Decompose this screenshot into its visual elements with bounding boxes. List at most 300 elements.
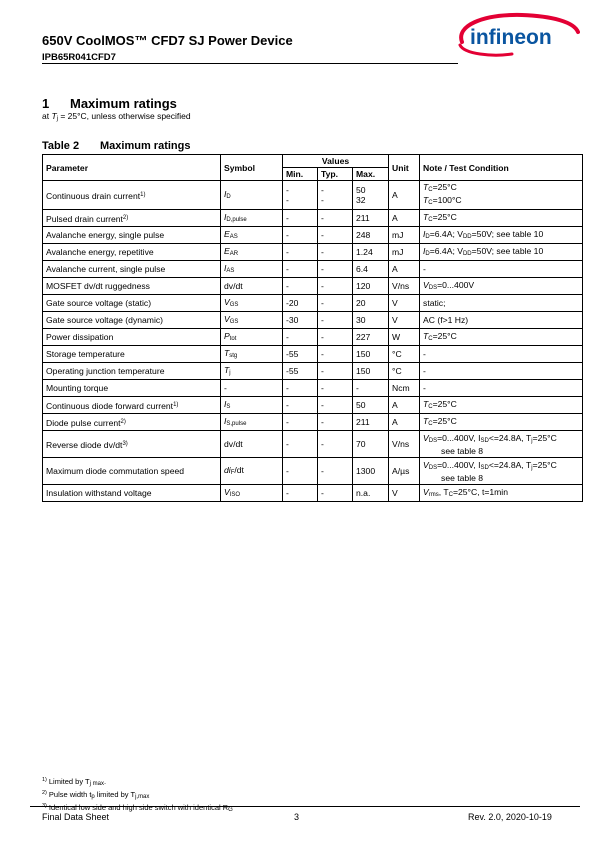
note-line: [423, 433, 579, 446]
typ-value: -: [321, 488, 324, 498]
note-text: =25°C: [532, 432, 557, 443]
cell-typ: [318, 485, 353, 502]
note-sub: SD: [480, 437, 489, 444]
parameter-text: Storage temperature: [46, 349, 125, 359]
note-var: V: [423, 486, 429, 497]
cell-note: [420, 363, 583, 380]
min-value: -: [286, 247, 289, 257]
unit-text: V: [392, 298, 398, 308]
min-value: -: [286, 383, 289, 393]
footnote-text: Pulse width t: [48, 790, 92, 799]
note-line: [423, 195, 579, 208]
min-value: -: [286, 488, 289, 498]
cell-min: [283, 278, 318, 295]
note-text: -: [423, 349, 426, 359]
parameter-text: Avalanche energy, repetitive: [46, 247, 154, 257]
symbol-sub: S: [226, 403, 231, 410]
cell-note: [420, 181, 583, 210]
note-line: [423, 399, 579, 412]
unit-text: A/µs: [392, 466, 410, 476]
cell-note: [420, 431, 583, 458]
footer-revision: Rev. 2.0, 2020-10-19: [468, 812, 552, 822]
note-var: T: [423, 195, 429, 205]
max-value: 227: [356, 332, 371, 342]
cell-symbol: [221, 295, 283, 312]
cell-note: [420, 414, 583, 431]
cell-unit: [389, 485, 420, 502]
parameter-text: Gate source voltage (static): [46, 298, 152, 308]
parameter-text: Avalanche current, single pulse: [46, 264, 166, 274]
cell-unit: [389, 244, 420, 261]
note-sub: C: [428, 420, 433, 427]
typ-value: -: [321, 281, 324, 291]
min-value: -55: [286, 366, 299, 376]
symbol-sub: F: [230, 469, 235, 476]
cell-symbol: [221, 397, 283, 414]
cell-min: [283, 210, 318, 227]
footnote-sub: j max: [89, 781, 104, 787]
cell-max: [353, 380, 389, 397]
min-value: -: [286, 417, 289, 427]
max-value: 50: [356, 400, 366, 410]
symbol-text: V: [224, 313, 230, 324]
col-header-values: Values: [283, 155, 389, 168]
parameter-text: Pulsed drain current: [46, 213, 123, 224]
cell-typ: [318, 346, 353, 363]
max-value: -: [356, 383, 359, 393]
unit-text: V: [392, 488, 398, 498]
max-value: 120: [356, 281, 371, 291]
unit-text: A: [392, 400, 398, 410]
cell-symbol: [221, 431, 283, 458]
cell-symbol: [221, 414, 283, 431]
note-text: =25°C: [432, 182, 457, 192]
cell-unit: [389, 295, 420, 312]
min-value: -: [286, 439, 289, 449]
cell-typ: [318, 278, 353, 295]
symbol-text: I: [224, 415, 227, 426]
note-var: I: [423, 245, 426, 256]
cell-unit: [389, 227, 420, 244]
symbol-text: E: [224, 228, 230, 239]
cell-min: [283, 346, 318, 363]
condition-var: T: [51, 111, 57, 121]
note-sub: D: [425, 250, 430, 257]
symbol-text: dv/dt: [224, 439, 243, 449]
table-number: Table 2: [42, 140, 80, 152]
cell-note: [420, 261, 583, 278]
cell-parameter: [43, 227, 221, 244]
parameter-text: Insulation withstand voltage: [46, 488, 152, 498]
cell-min: [283, 244, 318, 261]
typ-value: -: [321, 332, 324, 342]
cell-unit: [389, 181, 420, 210]
note-text: <=24.8A, T: [488, 432, 532, 443]
cell-min: [283, 181, 318, 210]
note-text: , T: [438, 486, 449, 497]
note-sub: DS: [428, 464, 438, 471]
note-line: [423, 280, 579, 293]
footnotes: [42, 776, 233, 815]
cell-parameter: [43, 346, 221, 363]
note-line: [423, 182, 579, 195]
infineon-logo: [452, 12, 580, 58]
symbol-text: V: [224, 296, 230, 307]
col-header-min: Min.: [283, 168, 318, 181]
note-sub: C: [448, 491, 453, 498]
unit-text: mJ: [392, 247, 404, 257]
table-row: [43, 380, 583, 397]
min-value: -55: [286, 349, 299, 359]
cell-max: [353, 210, 389, 227]
typ-value: -: [321, 366, 324, 376]
typ-value: -: [321, 417, 324, 427]
table-row: [43, 329, 583, 346]
cell-parameter: [43, 363, 221, 380]
symbol-sub: ISO: [229, 491, 241, 498]
note-line: see table 8: [441, 445, 484, 456]
note-sub: j: [531, 437, 533, 444]
unit-text: W: [392, 332, 401, 342]
note-var: T: [423, 330, 429, 341]
cell-symbol: [221, 210, 283, 227]
note-sub: rms: [428, 491, 439, 498]
footer-doc-type: Final Data Sheet: [42, 812, 110, 822]
cell-unit: [389, 380, 420, 397]
cell-note: [420, 227, 583, 244]
unit-text: A: [392, 264, 398, 274]
note-sub: DS: [428, 284, 438, 291]
typ-value: -: [321, 195, 324, 205]
min-value: -: [286, 281, 289, 291]
min-value: -: [286, 400, 289, 410]
note-var: V: [423, 279, 429, 290]
symbol-rest: /dt: [234, 464, 244, 475]
footnote-ref: 2): [120, 418, 126, 425]
note-text: -: [423, 383, 426, 393]
min-value: -: [286, 195, 289, 205]
footnote-ref: 3): [122, 440, 128, 447]
max-value: 150: [356, 366, 371, 376]
cell-parameter: [43, 210, 221, 227]
table-row: [43, 397, 583, 414]
symbol-sub: S,pulse: [226, 420, 247, 427]
cell-parameter: [43, 278, 221, 295]
footnote-ref: 1): [173, 401, 179, 408]
footnote-text: Limited by T: [48, 777, 90, 786]
cell-typ: [318, 414, 353, 431]
parameter-text: Gate source voltage (dynamic): [46, 315, 164, 325]
footnote-ref: 1): [140, 191, 146, 198]
cell-max: [353, 485, 389, 502]
cell-max: [353, 458, 389, 485]
header-divider: [42, 63, 458, 64]
typ-value: -: [321, 298, 324, 308]
cell-parameter: [43, 295, 221, 312]
symbol-text: dv/dt: [224, 281, 243, 291]
note-sub: j: [531, 464, 533, 471]
table-row: [43, 295, 583, 312]
parameter-text: Diode pulse current: [46, 417, 121, 428]
note-line: [423, 416, 579, 429]
unit-text: mJ: [392, 230, 404, 240]
min-value: -: [286, 264, 289, 274]
note-sub: C: [428, 403, 433, 410]
col-header-max: Max.: [353, 168, 389, 181]
typ-value: -: [321, 247, 324, 257]
cell-typ: [318, 312, 353, 329]
symbol-sub: j: [229, 369, 231, 376]
min-value: -: [286, 230, 289, 240]
cell-unit: [389, 414, 420, 431]
note-text: <=24.8A, T: [488, 459, 532, 470]
cell-typ: [318, 380, 353, 397]
cell-unit: [389, 363, 420, 380]
cell-note: [420, 329, 583, 346]
cell-min: [283, 431, 318, 458]
note-text: =6.4A; V: [429, 228, 463, 239]
unit-text: Ncm: [392, 383, 410, 393]
note-text: AC (f>1 Hz): [423, 315, 469, 325]
cell-typ: [318, 295, 353, 312]
typ-value: -: [321, 213, 324, 223]
cell-note: [420, 397, 583, 414]
cell-parameter: [43, 397, 221, 414]
cell-max: [353, 278, 389, 295]
footnote-ref: 2): [122, 214, 129, 221]
section-heading: [42, 96, 177, 111]
note-line: [423, 487, 579, 500]
parameter-text: Continuous drain current: [46, 190, 141, 201]
symbol-text: I: [224, 398, 227, 409]
max-value: 50: [356, 185, 366, 195]
min-value: -30: [286, 315, 299, 325]
table-row: [43, 227, 583, 244]
cell-max: [353, 414, 389, 431]
cell-min: [283, 397, 318, 414]
note-text: =50V; see table 10: [471, 245, 544, 256]
footnote-sub: j,max: [135, 794, 150, 800]
typ-value: -: [321, 315, 324, 325]
note-var: I: [423, 228, 426, 239]
parameter-text: Avalanche energy, single pulse: [46, 230, 165, 240]
table-row: [43, 261, 583, 278]
note-text: =25°C, t=1min: [452, 486, 508, 497]
note-line: [423, 212, 579, 225]
cell-note: [420, 485, 583, 502]
cell-typ: [318, 261, 353, 278]
note-text: =0...400V, I: [437, 459, 481, 470]
cell-unit: [389, 431, 420, 458]
note-text: =50V; see table 10: [471, 228, 544, 239]
cell-max: [353, 244, 389, 261]
symbol-sub: GS: [229, 318, 239, 325]
col-header-symbol: Symbol: [221, 155, 283, 181]
symbol-text: I: [224, 211, 227, 222]
table-caption: [42, 140, 190, 152]
cell-note: [420, 380, 583, 397]
cell-max: [353, 431, 389, 458]
table-row: [43, 431, 583, 458]
document-title: 650V CoolMOS™ CFD7 SJ Power Device: [42, 33, 293, 48]
note-var: V: [423, 432, 429, 443]
max-value: 1.24: [356, 247, 373, 257]
cell-symbol: [221, 363, 283, 380]
cell-typ: [318, 363, 353, 380]
cell-symbol: [221, 329, 283, 346]
note-text: -: [423, 264, 426, 274]
note-sub: DD: [462, 233, 472, 240]
parameter-text: Power dissipation: [46, 332, 114, 342]
cell-symbol: [221, 312, 283, 329]
cell-typ: [318, 458, 353, 485]
cell-symbol: [221, 181, 283, 210]
max-value: 150: [356, 349, 371, 359]
cell-parameter: [43, 312, 221, 329]
note-line: [423, 229, 579, 242]
cell-max: [353, 261, 389, 278]
note-text: -: [423, 366, 426, 376]
symbol-sub: D: [226, 193, 231, 200]
symbol-sub: tot: [229, 335, 237, 342]
cell-max: [353, 181, 389, 210]
note-sub: SD: [480, 464, 489, 471]
table-row: [43, 278, 583, 295]
cell-symbol: [221, 380, 283, 397]
max-value: 211: [356, 213, 370, 223]
table-row: [43, 346, 583, 363]
cell-parameter: [43, 458, 221, 485]
cell-max: [353, 346, 389, 363]
col-header-typ: Typ.: [318, 168, 353, 181]
cell-unit: [389, 210, 420, 227]
note-sub: DS: [428, 437, 438, 444]
condition-sub: j: [56, 116, 58, 122]
cell-symbol: [221, 244, 283, 261]
parameter-text: Operating junction temperature: [46, 366, 165, 376]
parameter-text: Mounting torque: [46, 383, 109, 393]
footnote-mark: 1): [42, 777, 47, 783]
max-value: 70: [356, 439, 366, 449]
table-row: [43, 363, 583, 380]
note-sub: C: [428, 335, 433, 342]
typ-value: -: [321, 185, 324, 195]
note-text: =0...400V: [437, 279, 475, 290]
section-condition: [42, 111, 191, 122]
maximum-ratings-table: [42, 154, 583, 502]
note-text: =25°C: [432, 415, 457, 426]
typ-value: -: [321, 400, 324, 410]
note-sub: D: [425, 233, 430, 240]
footer-divider: [30, 806, 580, 807]
cell-parameter: [43, 261, 221, 278]
table-row: [43, 414, 583, 431]
max-value: 32: [356, 195, 366, 205]
table-row: [43, 244, 583, 261]
note-text: static;: [423, 298, 446, 308]
parameter-text: MOSFET dv/dt ruggedness: [46, 281, 150, 291]
note-var: T: [423, 398, 429, 409]
cell-typ: [318, 181, 353, 210]
symbol-sub: stg: [229, 352, 238, 359]
table-row: [43, 312, 583, 329]
footnote-rest: limited by T: [94, 790, 136, 799]
cell-parameter: [43, 181, 221, 210]
parameter-text: Reverse diode dv/dt: [46, 439, 123, 450]
typ-value: -: [321, 264, 324, 274]
cell-min: [283, 227, 318, 244]
symbol-sub: GS: [229, 301, 239, 308]
table-row: [43, 181, 583, 210]
col-header-parameter: Parameter: [43, 155, 221, 181]
cell-unit: [389, 278, 420, 295]
min-value: -20: [286, 298, 299, 308]
cell-typ: [318, 227, 353, 244]
note-var: V: [423, 459, 429, 470]
footnote-mark: 2): [42, 790, 47, 796]
col-header-note: Note / Test Condition: [420, 155, 583, 181]
cell-min: [283, 312, 318, 329]
note-line: see table 8: [441, 472, 484, 483]
cell-note: [420, 244, 583, 261]
logo-text: infineon: [470, 26, 552, 49]
condition-suffix: = 25°C, unless otherwise specified: [58, 111, 191, 121]
typ-value: -: [321, 439, 324, 449]
unit-text: V/ns: [392, 281, 410, 291]
unit-text: V/ns: [392, 439, 410, 449]
cell-unit: [389, 261, 420, 278]
cell-max: [353, 295, 389, 312]
note-sub: C: [428, 216, 433, 223]
cell-parameter: [43, 329, 221, 346]
footnote-sub: G: [228, 807, 233, 813]
table-row: [43, 458, 583, 485]
footnote-text: Identical low side and high side switch with identical R: [48, 803, 229, 812]
cell-min: [283, 329, 318, 346]
cell-min: [283, 380, 318, 397]
cell-min: [283, 458, 318, 485]
typ-value: -: [321, 466, 324, 476]
cell-note: [420, 458, 583, 485]
cell-min: [283, 295, 318, 312]
footnote-mark: 3): [42, 803, 47, 809]
note-var: T: [423, 415, 429, 426]
min-value: -: [286, 332, 289, 342]
cell-symbol: [221, 458, 283, 485]
min-value: -: [286, 466, 289, 476]
unit-text: °C: [392, 349, 402, 359]
cell-unit: [389, 397, 420, 414]
cell-typ: [318, 329, 353, 346]
symbol-text: I: [224, 262, 227, 273]
cell-min: [283, 414, 318, 431]
max-value: n.a.: [356, 488, 371, 498]
cell-symbol: [221, 346, 283, 363]
cell-min: [283, 363, 318, 380]
note-text: =25°C: [532, 459, 557, 470]
parameter-text: Maximum diode commutation speed: [46, 466, 185, 476]
note-sub: DD: [462, 250, 472, 257]
note-var: T: [423, 182, 429, 192]
cell-unit: [389, 329, 420, 346]
table-row: [43, 485, 583, 502]
cell-note: [420, 312, 583, 329]
cell-unit: [389, 346, 420, 363]
section-title: Maximum ratings: [70, 96, 177, 111]
typ-value: -: [321, 230, 324, 240]
max-value: 6.4: [356, 264, 368, 274]
min-value: -: [286, 185, 289, 195]
